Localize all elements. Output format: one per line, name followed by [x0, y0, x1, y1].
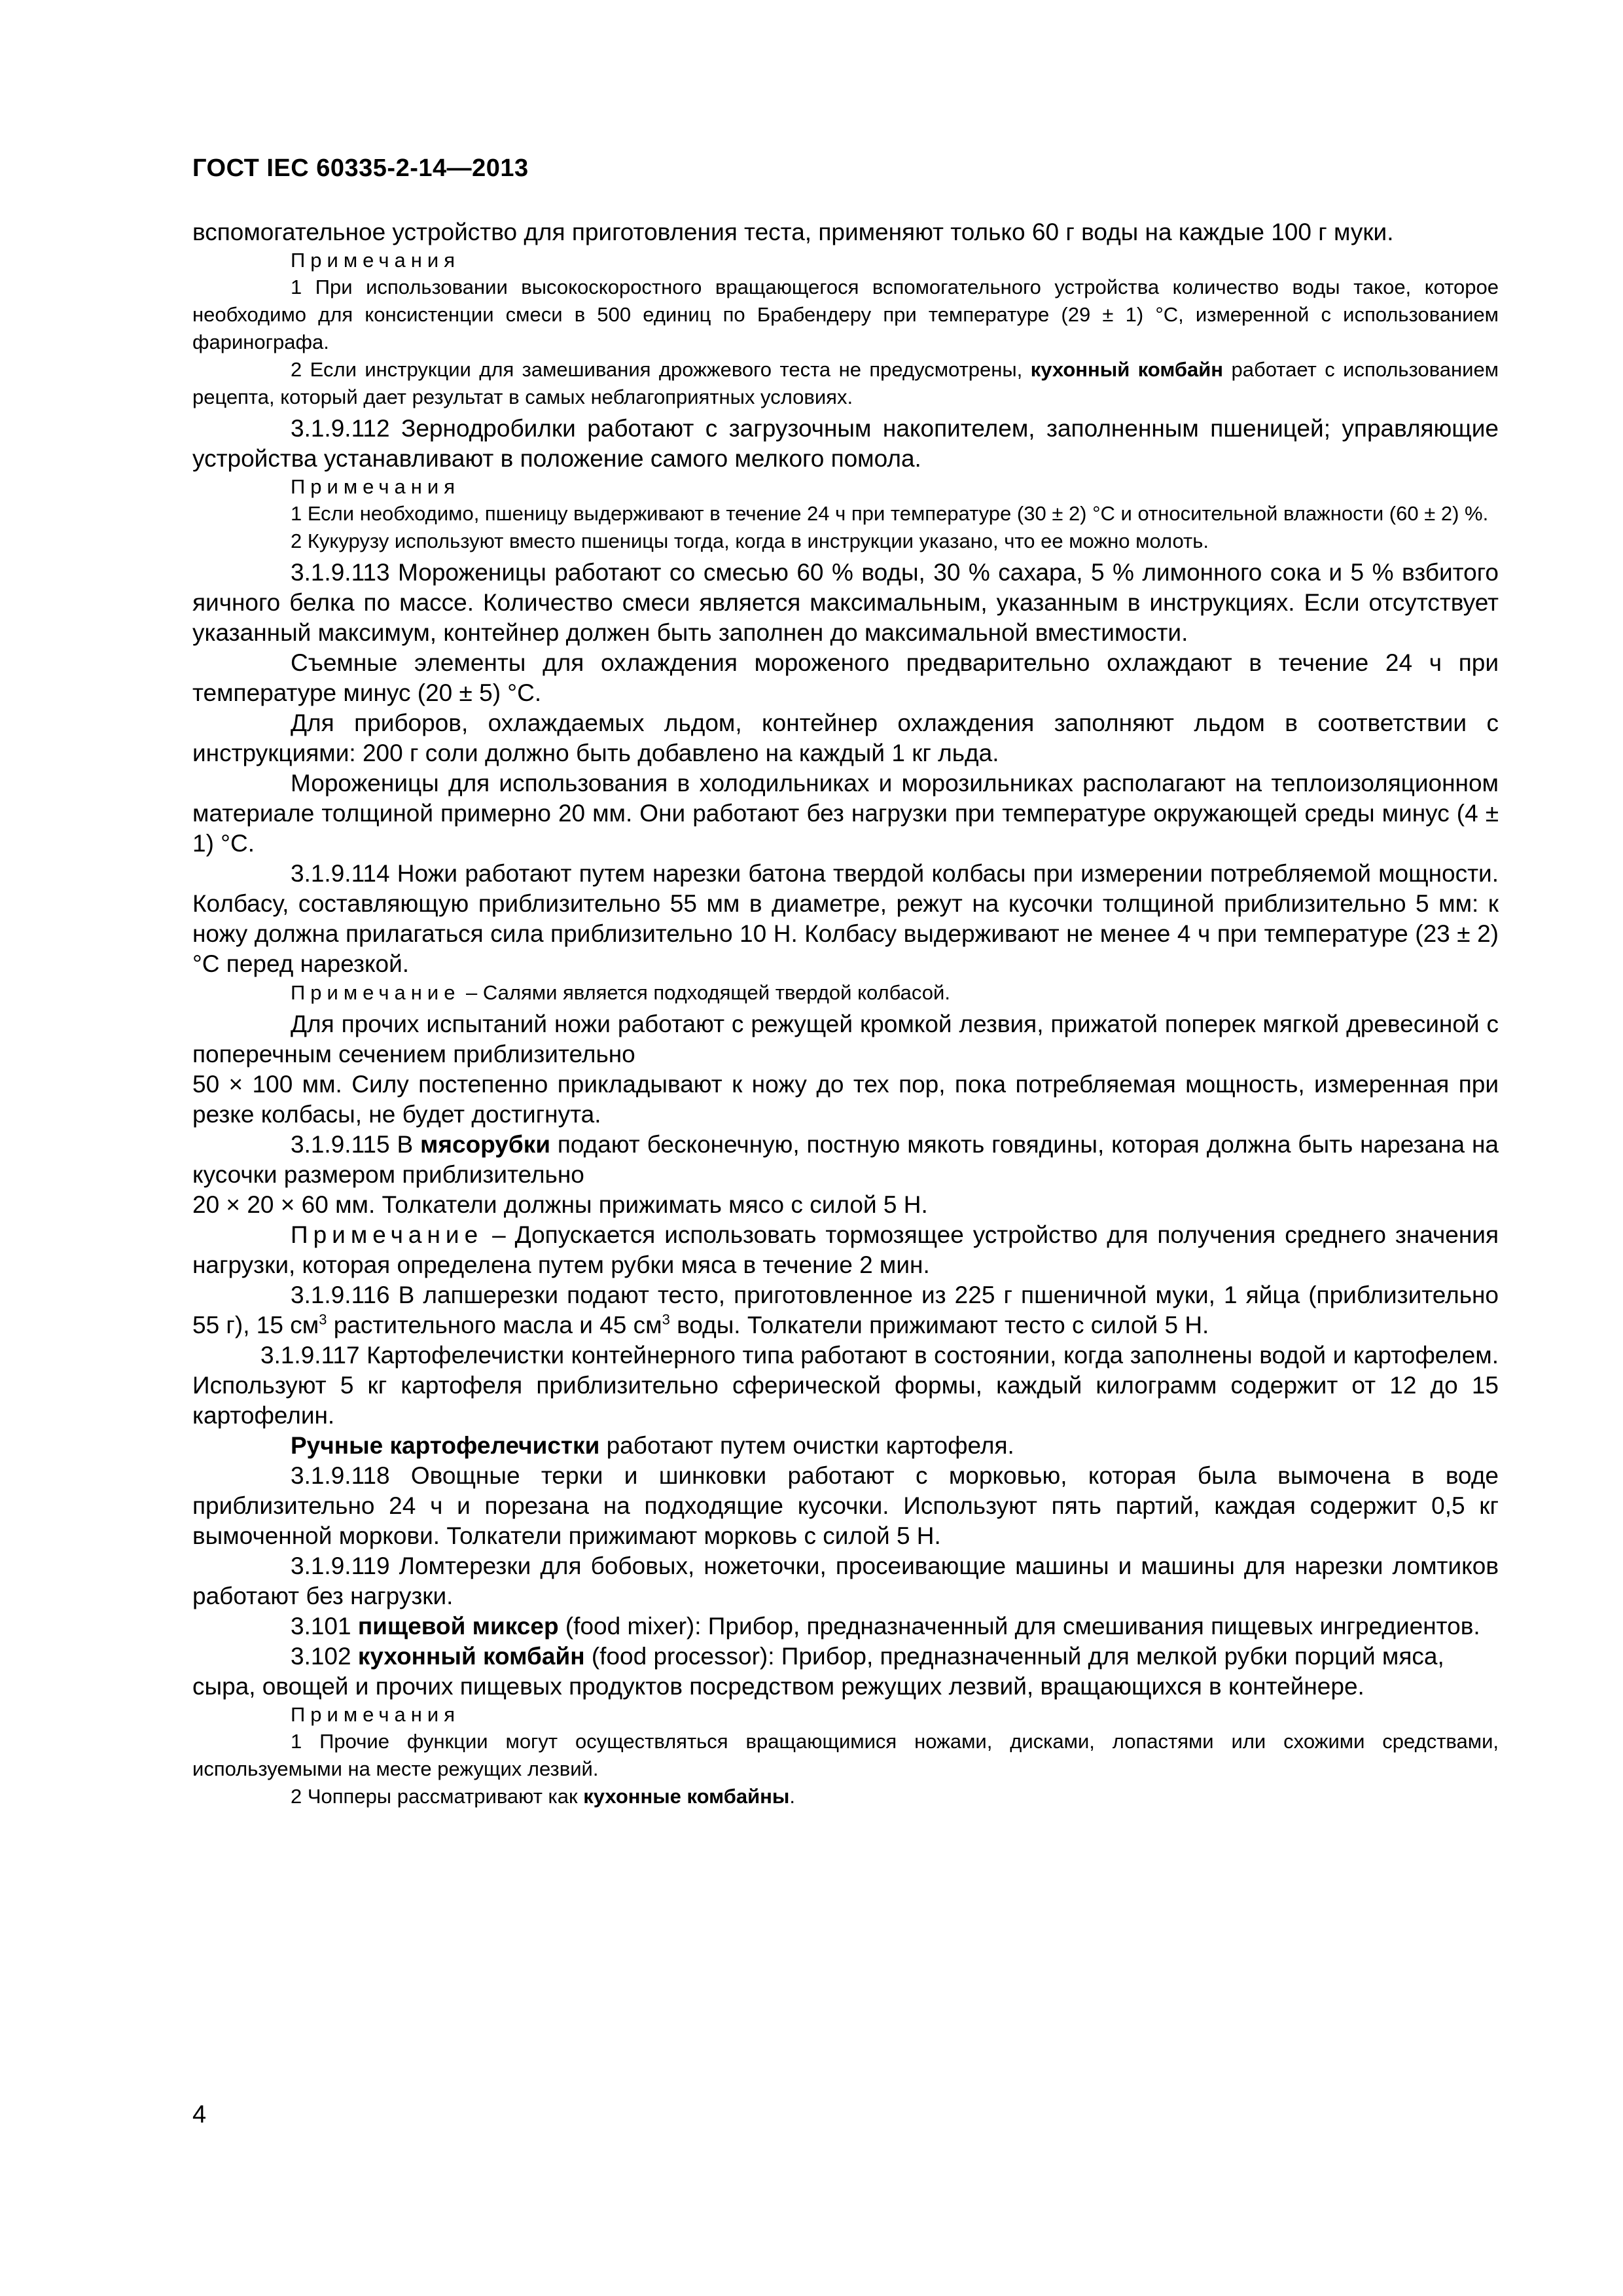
text-span: воды. Толкатели прижимают тесто с силой 5 Н. — [669, 1312, 1209, 1338]
page-number: 4 — [192, 2101, 207, 2128]
term-bold: пищевой миксер — [357, 1613, 559, 1640]
term-bold: кухонные комбайны — [583, 1785, 790, 1808]
paragraph-3-1-9-117: 3.1.9.117 Картофелечистки контейнерного типа работают в состоянии, когда заполнены водой и картофелем. Используют 5 кг картофеля приблизительно сферической формы, каждый килограмм содержит от 12 до 15 картофелин. — [192, 1342, 1499, 1429]
paragraph-3-101 — [192, 1611, 1499, 1641]
notes-heading: Примечания — [291, 475, 460, 498]
text-span: 3.1.9.116 В лапшерезки подают тесто, приготовленное из 225 г пшеничной муки, 1 яйца (приблизительно 55 г), 15 см — [192, 1282, 1499, 1338]
paragraph-3-1-9-118: 3.1.9.118 Овощные терки и шинковки работают с морковью, которая была вымочена в воде приблизительно 24 ч и порезана на подходящие кусочки. Используют пять партий, каждая содержит 0,5 кг вымоченной моркови. Толкатели прижимают морковь с силой 5 Н. — [192, 1462, 1499, 1549]
note-label: Примечание — [291, 1221, 484, 1248]
note-label: Примечание — [291, 981, 461, 1004]
text-span: 3.102 — [291, 1643, 358, 1670]
text-span: 3.1.9.115 В — [291, 1131, 421, 1158]
term-bold: кухонный комбайн — [357, 1643, 585, 1670]
note-item: 2 Кукурузу используют вместо пшеницы тогда, когда в инструкции указано, что ее можно молоть. — [291, 529, 1209, 552]
paragraph: Съемные элементы для охлаждения мороженого предварительно охлаждают в течение 24 ч при температуре минус (20 ± 5) °С. — [192, 649, 1499, 706]
paragraph-3-1-9-115 — [192, 1130, 1499, 1190]
paragraph: 20 × 20 × 60 мм. Толкатели должны прижимать мясо с силой 5 Н. — [192, 1191, 928, 1218]
superscript: 3 — [662, 1311, 670, 1328]
note-item: 1 Если необходимо, пшеницу выдерживают в течение 24 ч при температуре (30 ± 2) °С и относительной влажности (60 ± 2) %. — [291, 502, 1489, 525]
paragraph — [192, 1431, 1499, 1461]
paragraph: Для прочих испытаний ножи работают с режущей кромкой лезвия, прижатой поперек мягкой древесиной с поперечным сечением приблизительно — [192, 1011, 1499, 1067]
notes-heading: Примечания — [291, 1703, 460, 1726]
superscript: 3 — [319, 1311, 327, 1328]
note-item — [192, 356, 1499, 411]
text-span: работают путем очистки картофеля. — [599, 1432, 1014, 1459]
notes-heading: Примечания — [291, 249, 460, 272]
paragraph: 50 × 100 мм. Силу постепенно прикладывают к ножу до тех пор, пока потребляемая мощность, измеренная при резке колбасы, не будет достигнута. — [192, 1071, 1499, 1128]
text-span: (food processor): Прибор, предназначенный для мелкой рубки порций мяса, сыра, овощей и прочих пищевых продуктов посредством режущих лезвий, вращающихся в контейнере. — [192, 1643, 1444, 1700]
note-item — [192, 1783, 1499, 1810]
text-span: 3.101 — [291, 1613, 358, 1640]
note-item — [192, 979, 1499, 1007]
text-span: подают бесконечную, постную мякоть говядины, которая должна быть нарезана на кусочки размером приблизительно — [192, 1131, 1499, 1188]
document-body — [192, 217, 1499, 1810]
paragraph-3-1-9-116 — [192, 1280, 1499, 1340]
text-span: работает с использованием рецепта, который дает результат в самых неблагоприятных условиях. — [192, 358, 1499, 408]
text-span: 2 Если инструкции для замешивания дрожжевого теста не предусмотрены, — [291, 358, 1031, 381]
paragraph-3-1-9-112: 3.1.9.112 Зернодробилки работают с загрузочным накопителем, заполненным пшеницей; управляющие устройства устанавливают в положение самого мелкого помола. — [192, 415, 1499, 472]
term-bold: мясорубки — [420, 1131, 550, 1158]
paragraph: Для приборов, охлаждаемых льдом, контейнер охлаждения заполняют льдом в соответствии с инструкциями: 200 г соли должно быть добавлено на каждый 1 кг льда. — [192, 709, 1499, 766]
note-item: 1 Прочие функции могут осуществляться вращающимися ножами, дисками, лопастями или схожими средствами, используемыми на месте режущих лезвий. — [192, 1730, 1499, 1780]
paragraph-3-1-9-119: 3.1.9.119 Ломтерезки для бобовых, ножеточки, просеивающие машины и машины для нарезки ломтиков работают без нагрузки. — [192, 1552, 1499, 1609]
paragraph-3-1-9-113: 3.1.9.113 Мороженицы работают со смесью 60 % воды, 30 % сахара, 5 % лимонного сока и 5 % взбитого яичного белка по массе. Количество смеси является максимальным, указанным в инструкциях. Если отсутствует указанный максимум, контейнер должен быть заполнен до максимальной вместимости. — [192, 559, 1499, 646]
paragraph-3-102 — [192, 1641, 1499, 1702]
text-span: . — [789, 1785, 795, 1808]
text-span: – Салями является подходящей твердой колбасой. — [460, 981, 950, 1004]
text-span: (food mixer): Прибор, предназначенный для смешивания пищевых ингредиентов. — [558, 1613, 1480, 1640]
note-item: 1 При использовании высокоскоростного вращающегося вспомогательного устройства количество воды такое, которое необходимо для консистенции смеси в 500 единиц по Брабендеру при температуре (29 ± 1) °С, измеренной с использованием фаринографа. — [192, 276, 1499, 353]
term-bold: Ручные картофелечистки — [291, 1432, 600, 1459]
standard-title: ГОСТ IEC 60335-2-14—2013 — [192, 154, 529, 182]
text-span: – Допускается использовать тормозящее устройство для получения среднего значения нагрузки, которая определена путем рубки мяса в течение 2 мин. — [192, 1221, 1499, 1278]
paragraph: Мороженицы для использования в холодильниках и морозильниках располагают на теплоизоляционном материале толщиной примерно 20 мм. Они работают без нагрузки при температуре окружающей среды минус (4 ± 1) °С. — [192, 770, 1499, 857]
term-bold: кухонный комбайн — [1030, 358, 1224, 381]
text-span: 2 Чопперы рассматривают как — [291, 1785, 584, 1808]
note-paragraph — [192, 1220, 1499, 1280]
text-span: растительного масла и 45 см — [327, 1312, 662, 1338]
paragraph: вспомогательное устройство для приготовления теста, применяют только 60 г воды на каждые 100 г муки. — [192, 219, 1394, 245]
paragraph-3-1-9-114: 3.1.9.114 Ножи работают путем нарезки батона твердой колбасы при измерении потребляемой мощности. Колбасу, составляющую приблизительно 55 мм в диаметре, режут на кусочки толщиной приблизительно 5 мм: к ножу должна прилагаться сила приблизительно 10 Н. Колбасу выдерживают не менее 4 ч при температуре (23 ± 2) °С перед нарезкой. — [192, 860, 1499, 977]
